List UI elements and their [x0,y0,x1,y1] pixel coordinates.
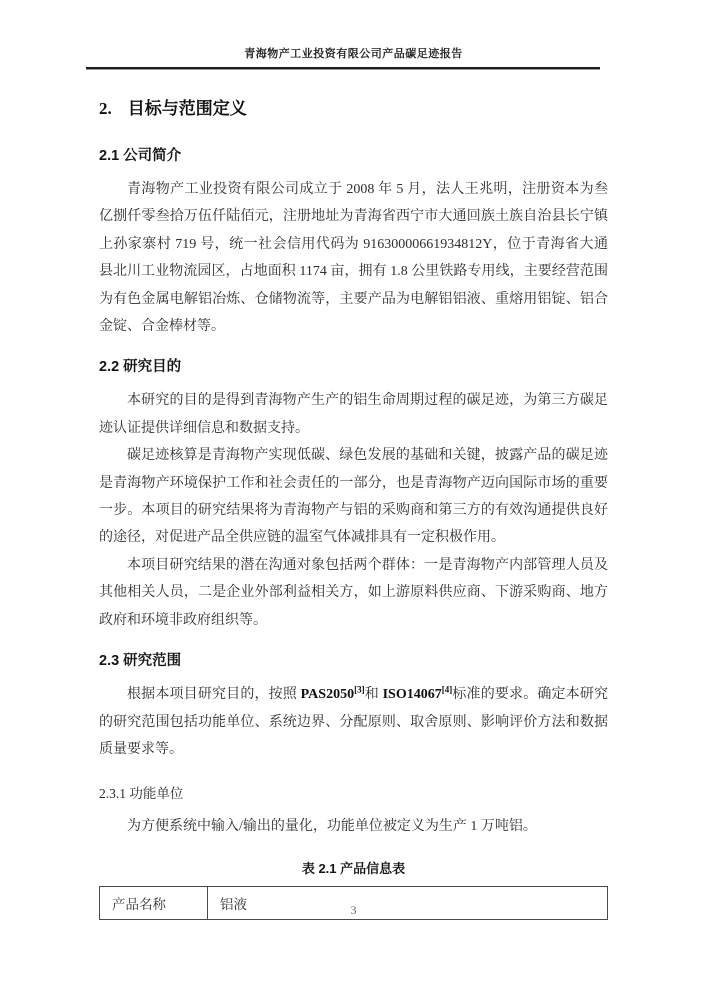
section-number: 2. [99,99,112,118]
paragraph-research-purpose-3: 本项目研究结果的潜在沟通对象包括两个群体：一是青海物产内部管理人员及其他相关人员，二是企业外部利益相关方，如上游原料供应商、下游采购商、地方政府和环境非政府组织等。 [99,557,608,628]
header-divider [86,67,600,69]
section-heading [99,94,608,119]
paragraph-research-purpose-2: 碳足迹核算是青海物产实现低碳、绿色发展的基础和关键，披露产品的碳足迹是青海物产环境保护工作和社会责任的一部分，也是青海物产迈向国际市场的重要一步。本项目的研究结果将为青海物产与铝的采购商和第三方的有效沟通提供良好的途径，对促进产品全供应链的温室气体减排具有一定积极作用。 [99,448,608,546]
section-title: 目标与范围定义 [127,99,247,118]
heading-research-scope: 2.3 研究范围 [99,653,182,670]
product-name-value: 铝液 [208,886,608,919]
scope-text-before: 根据本项目研究目的，按照 [127,687,301,703]
running-header-title: 青海物产工业投资有限公司产品碳足迹报告 [244,48,463,60]
product-name-label: 产品名称 [100,886,208,919]
page-number: 3 [350,903,357,917]
paragraph-research-purpose-1: 本研究的目的是得到青海物产生产的铝生命周期过程的碳足迹，为第三方碳足迹认证提供详细信息和数据支持。 [99,393,608,436]
scope-text-mid: 和 [364,687,383,703]
citation-3: [3] [354,684,365,695]
scope-text-after: 标准的要求。确定本研究的研究范围包括功能单位、系统边界、分配原则、取舍原则、影响评价方法和数据质量要求等。 [99,687,609,757]
standard-pas2050: PAS2050 [300,687,355,703]
paragraph-company-intro: 青海物产工业投资有限公司成立于 2008 年 5 月，法人王兆明，注册资本为叁亿捌仟零叁拾万伍仟陆佰元，注册地址为青海省西宁市大通回族土族自治县长宁镇上孙家寨村 719 号，统一社会信用代码为 91630000661934812Y，位于青海省大通县北川工业物流园区，占地面积 1174 亩，拥有 1.8 公里铁路专用线，主要经营范围为有色金属电解铝冶炼、仓储物流等，主要产品为电解铝铝液、重熔用铝锭、铝合金锭、合金棒材等。 [99,182,608,335]
table-caption: 表 2.1 产品信息表 [301,860,406,876]
paragraph-functional-unit: 为方便系统中输入/输出的量化，功能单位被定义为生产 1 万吨铝。 [127,819,537,835]
heading-research-purpose: 2.2 研究目的 [99,359,182,376]
citation-4: [4] [441,684,453,695]
heading-functional-unit: 2.3.1 功能单位 [99,786,184,802]
heading-company-intro: 2.1 公司简介 [99,148,182,164]
standard-iso14067: ISO14067 [382,687,442,703]
page-content [99,94,608,920]
paragraph-research-scope [99,681,608,763]
